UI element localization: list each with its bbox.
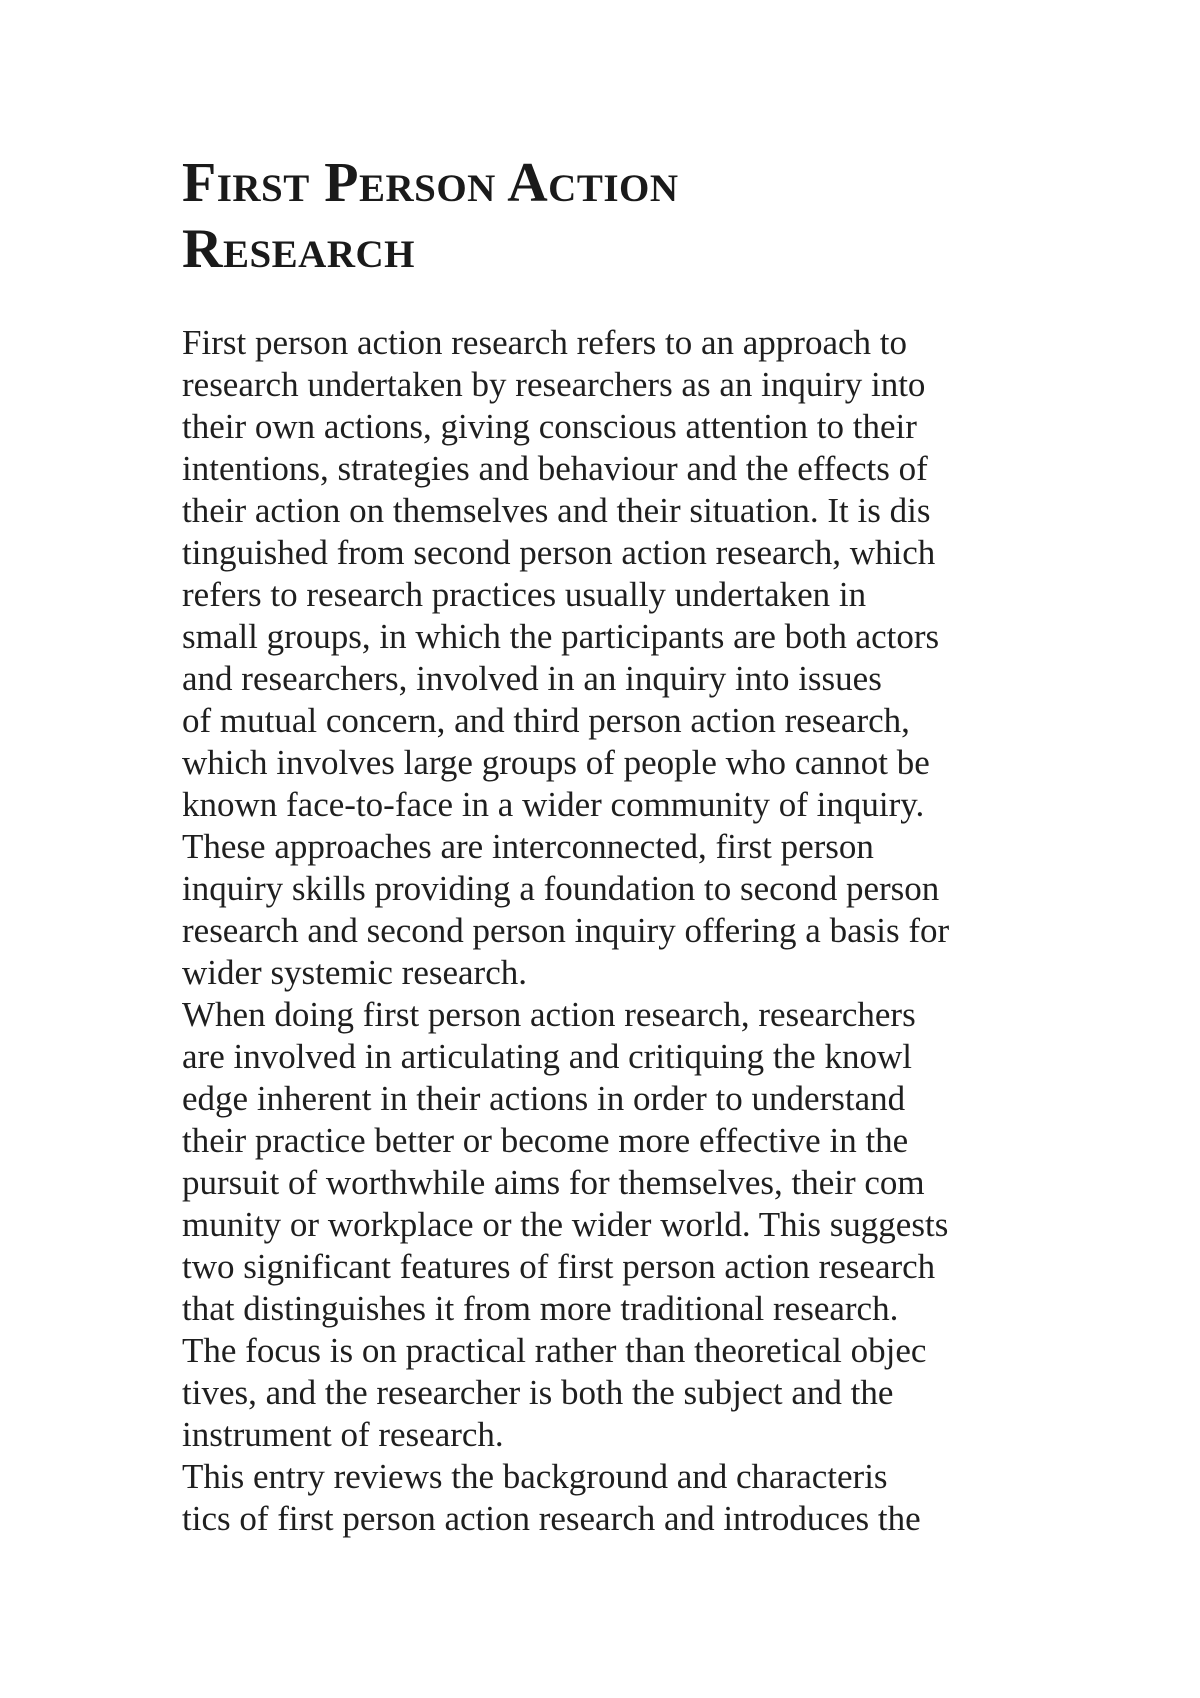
text-line: that distinguishes it from more traditional research. bbox=[182, 1289, 899, 1328]
text-line: tives, and the researcher is both the subject and the bbox=[182, 1373, 894, 1412]
text-line: tinguished from second person action research, which bbox=[182, 533, 936, 572]
title-line: First Person Action bbox=[182, 152, 679, 214]
text-line: edge inherent in their actions in order to understand bbox=[182, 1079, 906, 1118]
text-line: tics of first person action research and introduces the bbox=[182, 1499, 921, 1538]
text-line: inquiry skills providing a foundation to second person bbox=[182, 869, 940, 908]
body-text bbox=[182, 322, 1002, 1540]
text-line: which involves large groups of people who cannot be bbox=[182, 743, 930, 782]
text-line: pursuit of worthwhile aims for themselves, their com bbox=[182, 1163, 925, 1202]
title-line: Research bbox=[182, 218, 415, 280]
text-line: These approaches are interconnected, first person bbox=[182, 827, 874, 866]
text-line: their practice better or become more effective in the bbox=[182, 1121, 909, 1160]
text-line: When doing first person action research, researchers bbox=[182, 995, 916, 1034]
text-line: known face-to-face in a wider community of inquiry. bbox=[182, 785, 925, 824]
text-line: of mutual concern, and third person action research, bbox=[182, 701, 910, 740]
text-line: refers to research practices usually undertaken in bbox=[182, 575, 867, 614]
text-line: wider systemic research. bbox=[182, 953, 527, 992]
page-title bbox=[182, 150, 902, 282]
text-line: munity or workplace or the wider world. This suggests bbox=[182, 1205, 949, 1244]
text-line: their own actions, giving conscious attention to their bbox=[182, 407, 917, 446]
text-line: their action on themselves and their situation. It is dis bbox=[182, 491, 931, 530]
text-line: First person action research refers to an approach to bbox=[182, 323, 907, 362]
text-line: research undertaken by researchers as an inquiry into bbox=[182, 365, 926, 404]
text-line: are involved in articulating and critiquing the knowl bbox=[182, 1037, 912, 1076]
text-line: This entry reviews the background and characteris bbox=[182, 1457, 888, 1496]
text-line: The focus is on practical rather than theoretical objec bbox=[182, 1331, 927, 1370]
text-line: research and second person inquiry offering a basis for bbox=[182, 911, 950, 950]
text-line: instrument of research. bbox=[182, 1415, 504, 1454]
text-line: two significant features of first person action research bbox=[182, 1247, 936, 1286]
text-line: small groups, in which the participants are both actors bbox=[182, 617, 940, 656]
text-line: and researchers, involved in an inquiry into issues bbox=[182, 659, 882, 698]
text-line: intentions, strategies and behaviour and the effects of bbox=[182, 449, 928, 488]
